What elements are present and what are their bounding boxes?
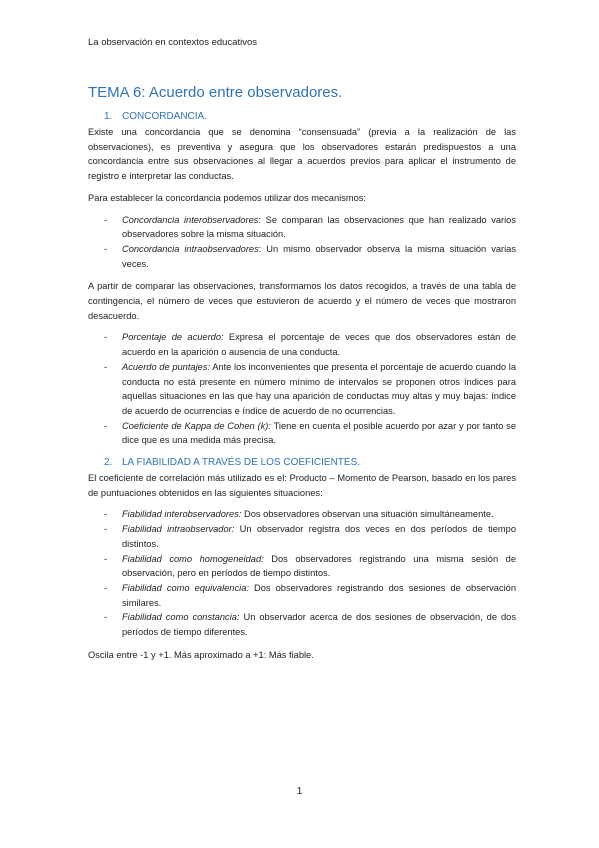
list-item [88,213,516,242]
section-number: 2. [104,457,113,469]
paragraph: El coeficiente de correlación más utilizado es el: Producto – Momento de Pearson, basado en los pares de puntuaciones obtenidos en las siguientes situaciones: [88,473,516,498]
list-item [88,419,516,448]
list-text: Un observador acerca de dos sesiones de observación, de dos períodos de tiempo diferentes. [122,612,516,638]
bullet-dash: - [104,361,108,372]
term-separator: : [258,243,262,254]
section-heading-fiabilidad [104,456,516,469]
list-item [88,581,516,610]
section-title: CONCORDANCIA. [122,111,208,122]
list-item [88,552,516,581]
list-text: Se comparan las observaciones que han realizado varios observadores sobre la misma situación. [122,214,516,240]
page-number: 1 [296,786,303,797]
paragraph: A partir de comparar las observaciones, transformamos los datos recogidos, a través de una tabla de contingencia, el número de veces que estuvieron de acuerdo y el número de veces que mostraron desacuerdo. [88,281,516,321]
running-header: La observación en contextos educativos [88,37,257,48]
list-term: Fiabilidad intraobservador: [122,524,235,535]
bullet-dash: - [104,243,108,254]
paragraph: Oscila entre -1 y +1. Más aproximado a +1: Más fiable. [88,649,314,660]
list-text: Dos observadores registrando una misma sesión de observación, pero en períodos de tiempo distintos. [122,553,516,579]
bullet-dash: - [104,420,108,431]
paragraph: Existe una concordancia que se denomina “consensuada” (previa a la realización de las observaciones), es preventiva y asegura que los observadores estarán predispuestos a una concordancia entre sus observaciones al llegar a acuerdos previos para aplicar el instrumento de registro e interpretar las conductas. [88,127,516,182]
term-separator: : [258,214,261,225]
page-title: TEMA 6: Acuerdo entre observadores. [88,84,343,101]
list-term: Fiabilidad como constancia: [122,612,240,623]
list-item [88,242,516,271]
list-term: Coeficiente de Kappa de Cohen (k): [122,420,271,431]
paragraph: Para establecer la concordancia podemos utilizar dos mecanismos: [88,192,367,203]
section-title: LA FIABILIDAD A TRAVÉS DE LOS COEFICIENTES. [122,457,361,469]
mechanism-list [88,213,516,272]
list-item [88,360,516,419]
list-term: Fiabilidad interobservadores: [122,509,242,520]
bullet-dash: - [104,524,108,535]
section-number: 1. [104,111,113,122]
list-term: Acuerdo de puntajes: [122,361,211,372]
list-item [88,330,516,359]
list-term: Concordancia interobservadores [122,214,259,225]
list-text: Ante los inconvenientes que presenta el porcentaje de acuerdo cuando la conducta no está presente en número mínimo de intervalos se proponen otros índices para aquellas situaciones en las que hay una aparición de conductas muy altas y muy bajas: índice de acuerdo de ocurrencias e índice de acuerdo de no ocurrencias. [122,361,516,416]
list-text: Tiene en cuenta el posible acuerdo por azar y por tanto se dice que es una medida más precisa. [122,420,516,446]
bullet-dash: - [104,612,108,623]
list-text: Un observador registra dos veces en dos períodos de tiempo distintos. [122,524,516,549]
bullet-dash: - [104,214,108,225]
list-text: Un mismo observador observa la misma situación varias veces. [122,243,516,269]
list-term: Fiabilidad como homogeneidad: [122,553,264,564]
bullet-dash: - [104,582,108,593]
bullet-dash: - [104,553,108,564]
bullet-dash: - [104,509,108,520]
list-term: Fiabilidad como equivalencia: [122,582,249,593]
list-term: Concordancia intraobservadores [122,243,259,254]
page-content [88,84,516,670]
list-text: Dos observadores registrando dos sesiones de observación similares. [122,582,517,608]
list-item [88,522,516,551]
reliability-list [88,507,516,639]
list-text: Dos observadores observan una situación simultáneamente. [241,509,494,520]
index-list [88,330,516,448]
list-item [88,507,516,522]
list-item [88,610,516,639]
list-text: Expresa el porcentaje de veces que dos observadores están de acuerdo en la aparición o ausencia de una conducta. [122,332,516,358]
list-term: Porcentaje de acuerdo: [122,332,224,343]
bullet-dash: - [104,332,108,343]
section-heading-concordancia [104,110,516,123]
